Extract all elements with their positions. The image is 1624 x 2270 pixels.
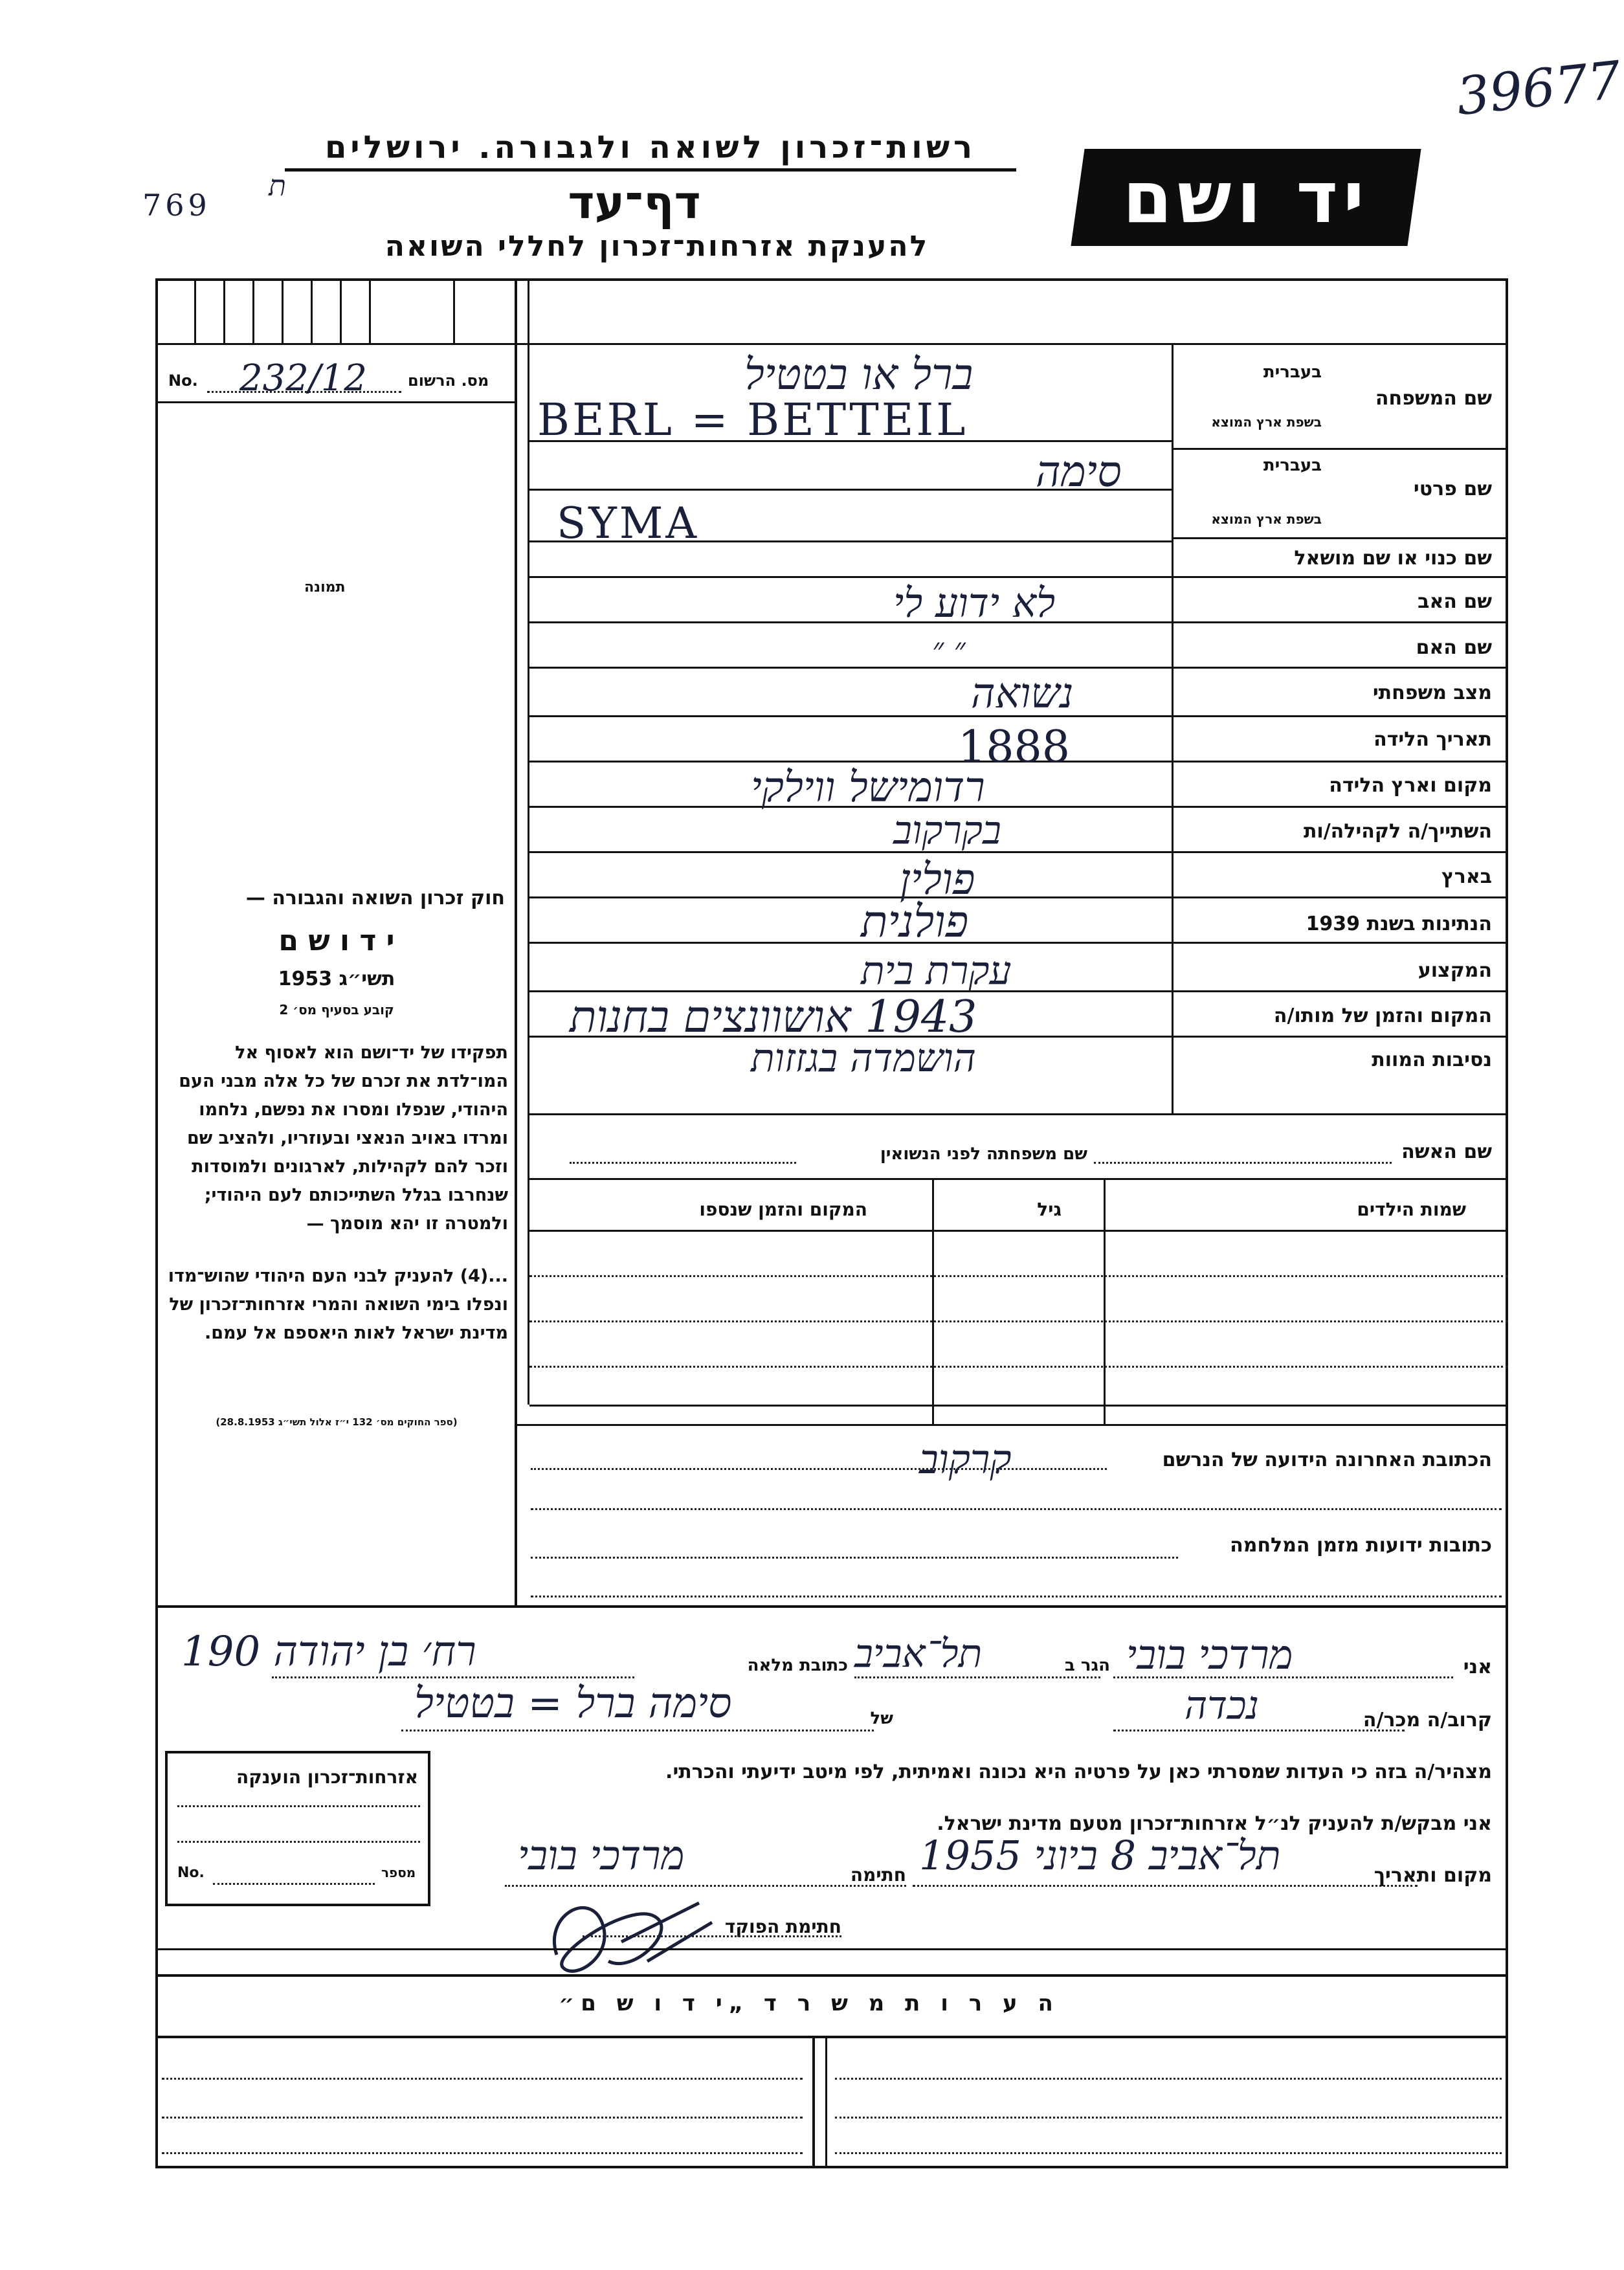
label-column-divider: [1172, 343, 1174, 1113]
box-no-label: No.: [177, 1865, 205, 1881]
law-clause-4: ...(4) להעניק לבני העם היהודי שהוש־מדו ונפלו בימי השואה והמרי אזרחות־זכרון של מדינת ישראל לאות היאספם אל עמם.: [168, 1266, 508, 1343]
clerk-signature-label: חתימת הפוקד: [724, 1916, 841, 1937]
yad-vashem-logo: [1071, 149, 1421, 246]
tick: [223, 278, 225, 343]
top-strip-line: [155, 343, 1508, 345]
notes-col-divider: [825, 2036, 827, 2168]
declarant-name: מרדכי בובי: [1126, 1631, 1293, 1678]
tick: [282, 278, 284, 343]
tick: [252, 278, 254, 343]
row-line: [529, 1178, 1508, 1180]
country-label: בארץ: [1441, 865, 1492, 888]
law-year: תשי״ג 1953: [278, 968, 395, 990]
father-value: לא ידוע לי: [893, 579, 1056, 627]
row-line: [529, 896, 1508, 898]
authority-line: רשות־זכרון לשואה ולגבורה. ירושלים: [285, 129, 1016, 172]
declarant-resides-label: הגר ב: [1064, 1656, 1110, 1675]
registration-number: 232/12: [239, 357, 368, 399]
row-line: [529, 851, 1508, 853]
death-circumstances-value: הושמדה בגזזות: [751, 1036, 976, 1081]
table-col-divider: [932, 1178, 934, 1424]
birth-place-value: רדומישל ווילקי: [751, 764, 985, 812]
relation-label: קרוב/ה מכר/ה: [1363, 1709, 1492, 1731]
family-name-label: שם המשפחה: [1375, 387, 1492, 410]
birth-date-value: 1888: [958, 722, 1071, 773]
death-place-time-value: 1943 אושוונצים בחנות: [570, 992, 977, 1043]
mother-label: שם האם: [1416, 636, 1492, 659]
row-line: [529, 942, 1508, 944]
request-text: אני מבקש/ת להעניק לנ״ל אזרחות־זכרון מטעם מדינת ישראל.: [937, 1812, 1492, 1835]
birth-place-label: מקום וארץ הלידה: [1329, 774, 1492, 797]
section-divider: [155, 1948, 1508, 1950]
section-divider: [155, 1605, 1508, 1608]
declaration-text: מצהיר/ה בזה כי העדות שמסרתי כאן על פרטיה היא נכונה ואמיתית, לפי מיטב ידיעתי והכרתי.: [665, 1761, 1492, 1783]
clerk-dots: [583, 1935, 841, 1937]
death-circumstances-label: נסיבות המוות: [1372, 1049, 1492, 1071]
logo-text: יד ושם: [1122, 156, 1370, 239]
country-value: פולין: [900, 854, 975, 904]
profession-label: המקצוע: [1418, 959, 1492, 982]
registration-row: [168, 357, 511, 401]
spouse-maiden-label: שם משפחתה לפני הנשואין: [880, 1144, 1087, 1164]
of-name: סימה ברל = בטטיל: [414, 1680, 732, 1728]
family-name-native-label: בשפת ארץ המוצא: [1211, 414, 1322, 430]
office-notes-title: ה ע ר ו ת מ ש ר ד „י ד ו ש ם״: [559, 1990, 1060, 2016]
notes-row: [835, 2117, 1502, 2119]
archive-number: 39677: [1453, 49, 1624, 128]
photo-label: תמונה: [304, 579, 346, 595]
declarant-address: רח׳ בן יהודה 190: [181, 1628, 476, 1676]
address-dots: [272, 1676, 634, 1678]
row-line: [515, 1424, 1508, 1426]
death-place-time-label: המקום והזמן של מותו/ה: [1273, 1005, 1492, 1027]
first-name-native-label: בשפת ארץ המוצא: [1211, 511, 1322, 527]
wartime-addresses-label: כתובות ידועות מזמן המלחמה: [1230, 1534, 1492, 1557]
family-name-hebrew: ברל או בטטיל: [744, 350, 973, 399]
declarant-signature: מרדכי בובי: [518, 1832, 685, 1879]
tick: [194, 278, 196, 343]
citizenship-box-title: אזרחות־זכרון הוענקה: [236, 1766, 418, 1788]
registration-label: מס. הרשום: [408, 372, 489, 390]
tick: [311, 278, 313, 343]
row-line: [529, 806, 1508, 808]
table-row: [529, 1320, 1508, 1322]
first-name-hebrew: סימה: [1036, 447, 1122, 496]
city-dots: [854, 1676, 1100, 1678]
citizenship-label: הנתינות בשנת 1939: [1306, 913, 1492, 935]
tick: [453, 278, 455, 343]
family-name-hebrew-label: בעברית: [1263, 362, 1322, 382]
marital-label: מצב משפחתי: [1372, 682, 1492, 704]
relation-dots: [1113, 1730, 1405, 1731]
left-column-divider: [515, 278, 517, 1605]
tick: [340, 278, 342, 343]
place-date-label: מקום ותאריך: [1374, 1864, 1492, 1887]
family-name-native: BERL = BETTEIL: [537, 395, 968, 446]
address-dots: [531, 1508, 1502, 1510]
section-divider: [155, 1974, 1508, 1977]
citizenship-granted-box: [165, 1751, 430, 1906]
community-label: השתייך/ה לקהילה/ות: [1303, 820, 1492, 843]
notes-top-line: [155, 2036, 1508, 2038]
last-address-value: קרקוב: [919, 1436, 1012, 1483]
wartime-dots: [531, 1557, 1178, 1559]
signature-label: חתימה: [850, 1864, 906, 1886]
first-name-hebrew-label: בעברית: [1263, 456, 1322, 475]
table-bottom-line: [529, 1405, 1508, 1407]
place-date-value: תל־אביב 8 ביוני 1955: [919, 1832, 1281, 1879]
notes-row: [835, 2078, 1502, 2080]
spouse-label: שם האשה: [1401, 1141, 1492, 1163]
spouse-dots-2: [1094, 1162, 1392, 1164]
stamp-mark: ת: [269, 170, 286, 203]
sheet-subtitle: להענקת אזרחות־זכרון לחללי השואה: [384, 230, 929, 263]
notes-col-divider: [812, 2036, 815, 2168]
children-header-names: שמות הילדים: [1357, 1199, 1466, 1220]
law-clause: קובע בסעיף מס׳ 2: [279, 1002, 394, 1018]
box-dots: [213, 1883, 375, 1885]
first-name-native: SYMA: [557, 498, 700, 548]
box-dots: [177, 1805, 420, 1807]
box-number-label: מספר: [381, 1865, 416, 1880]
children-header-age: גיל: [1037, 1199, 1062, 1220]
declarant-city: תל־אביב: [854, 1631, 983, 1676]
no-label: No.: [168, 372, 198, 390]
notes-row: [162, 2078, 803, 2080]
row-line: [529, 1113, 1508, 1115]
father-label: שם האב: [1418, 590, 1492, 613]
box-dots: [177, 1841, 420, 1843]
spouse-dots: [570, 1162, 796, 1164]
profession-value: עקרת בית: [861, 948, 1012, 994]
full-address-label: כתובת מלאה: [747, 1656, 848, 1675]
citizenship-value: פולנית: [861, 896, 969, 948]
table-col-divider: [1104, 1178, 1106, 1424]
nickname-label: שם כנוי או שם מושאל: [1294, 547, 1492, 570]
law-name: י ד ו ש ם: [278, 924, 395, 957]
notes-row: [835, 2152, 1502, 2154]
of-name-dots: [401, 1730, 874, 1731]
row-line: [529, 576, 1508, 578]
law-body: תפקידו של יד־ושם הוא לאסוף אל המו־לדת את זכרם של כל אלה מבני העם היהודי, שנפלו ומסרו את נפשם, נלחמו ומרדו באויב הנאצי ובעוזריו, ולהציב שם וזכר להם לקהילות, לארגונים ולמוסדות שנחרבו בגלל השתייכותם לעם היהודי; ולמטרה זו יהא מוסמך —: [179, 1043, 508, 1234]
law-citation: (ספר החוקים מס׳ 132 י״ז אלול תשי״ג 28.8.1953): [216, 1416, 458, 1428]
table-row: [529, 1366, 1508, 1368]
tick: [369, 278, 371, 343]
row-line: [1172, 448, 1508, 450]
birth-date-label: תאריך הלידה: [1374, 728, 1492, 751]
first-name-label: שם פרטי: [1413, 478, 1492, 500]
place-date-dots: [913, 1885, 1418, 1887]
of-label: של: [870, 1709, 893, 1728]
left-column-inner-divider: [528, 278, 529, 1405]
children-header-place: המקום והזמן שנספו: [699, 1199, 867, 1220]
community-value: בקרקוב: [893, 808, 1001, 853]
notes-row: [162, 2117, 803, 2119]
table-header-line: [529, 1230, 1508, 1232]
stamp-number: 769: [142, 188, 211, 223]
last-address-dots: [531, 1468, 1107, 1470]
marital-value: נשואה: [971, 670, 1074, 718]
declarant-i-label: אני: [1463, 1656, 1492, 1678]
row-line: [529, 667, 1508, 669]
registration-underline: [155, 401, 515, 403]
relation-value: נכדה: [1185, 1683, 1259, 1728]
law-title: חוק זכרון השואה והגבורה —: [245, 887, 505, 909]
wartime-dots-2: [531, 1596, 1502, 1597]
mother-value: ״ ״: [932, 631, 966, 667]
notes-row: [162, 2152, 803, 2154]
sheet-title: דף־עד: [568, 176, 701, 229]
table-row: [529, 1275, 1508, 1277]
row-line: [1172, 537, 1508, 539]
last-address-label: הכתובת האחרונה הידועה של הנרשם: [1162, 1449, 1492, 1471]
